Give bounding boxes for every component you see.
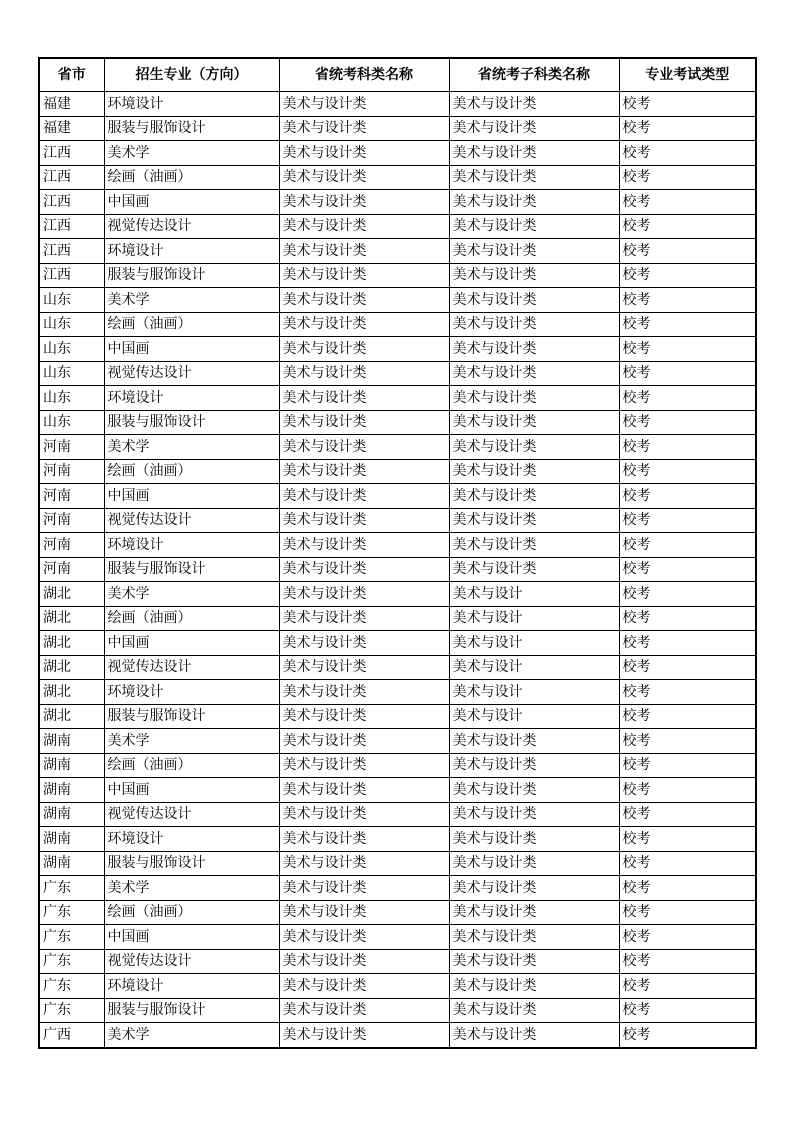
cell-exam-subcategory: 美术与设计类 <box>449 753 619 778</box>
cell-province: 河南 <box>39 484 104 509</box>
cell-province: 山东 <box>39 386 104 411</box>
cell-exam-category: 美术与设计类 <box>279 827 449 852</box>
header-exam-type: 专业考试类型 <box>619 58 756 92</box>
cell-province: 广东 <box>39 974 104 999</box>
cell-province: 江西 <box>39 214 104 239</box>
table-row <box>39 680 756 705</box>
cell-exam-type: 校考 <box>619 606 756 631</box>
cell-major: 视觉传达设计 <box>104 361 279 386</box>
cell-exam-category: 美术与设计类 <box>279 753 449 778</box>
cell-exam-subcategory: 美术与设计 <box>449 680 619 705</box>
table-row <box>39 974 756 999</box>
table-row <box>39 704 756 729</box>
cell-exam-category: 美术与设计类 <box>279 680 449 705</box>
cell-exam-type: 校考 <box>619 410 756 435</box>
cell-province: 湖北 <box>39 582 104 607</box>
cell-exam-type: 校考 <box>619 998 756 1023</box>
cell-exam-category: 美术与设计类 <box>279 337 449 362</box>
cell-exam-type: 校考 <box>619 508 756 533</box>
cell-exam-type: 校考 <box>619 655 756 680</box>
cell-exam-subcategory: 美术与设计类 <box>449 484 619 509</box>
cell-exam-subcategory: 美术与设计类 <box>449 925 619 950</box>
table-row <box>39 1023 756 1048</box>
cell-major: 美术学 <box>104 876 279 901</box>
cell-exam-category: 美术与设计类 <box>279 214 449 239</box>
cell-exam-type: 校考 <box>619 925 756 950</box>
cell-exam-subcategory: 美术与设计 <box>449 582 619 607</box>
cell-exam-type: 校考 <box>619 802 756 827</box>
cell-exam-type: 校考 <box>619 141 756 166</box>
cell-major: 中国画 <box>104 925 279 950</box>
cell-major: 绘画（油画） <box>104 459 279 484</box>
cell-exam-category: 美术与设计类 <box>279 116 449 141</box>
table-row <box>39 557 756 582</box>
cell-province: 湖南 <box>39 802 104 827</box>
cell-exam-type: 校考 <box>619 263 756 288</box>
table-row <box>39 582 756 607</box>
cell-exam-type: 校考 <box>619 386 756 411</box>
cell-major: 美术学 <box>104 729 279 754</box>
cell-major: 服装与服饰设计 <box>104 116 279 141</box>
cell-exam-type: 校考 <box>619 214 756 239</box>
cell-exam-type: 校考 <box>619 533 756 558</box>
cell-exam-subcategory: 美术与设计 <box>449 606 619 631</box>
cell-major: 视觉传达设计 <box>104 655 279 680</box>
cell-exam-category: 美术与设计类 <box>279 925 449 950</box>
table-row <box>39 802 756 827</box>
cell-exam-subcategory: 美术与设计类 <box>449 410 619 435</box>
table-row <box>39 753 756 778</box>
cell-exam-subcategory: 美术与设计 <box>449 704 619 729</box>
cell-exam-type: 校考 <box>619 484 756 509</box>
cell-exam-category: 美术与设计类 <box>279 582 449 607</box>
table-row <box>39 655 756 680</box>
cell-exam-type: 校考 <box>619 239 756 264</box>
cell-major: 美术学 <box>104 288 279 313</box>
cell-exam-subcategory: 美术与设计类 <box>449 802 619 827</box>
cell-major: 服装与服饰设计 <box>104 704 279 729</box>
cell-province: 江西 <box>39 141 104 166</box>
table-row <box>39 190 756 215</box>
cell-province: 福建 <box>39 116 104 141</box>
cell-exam-type: 校考 <box>619 631 756 656</box>
cell-province: 江西 <box>39 190 104 215</box>
cell-major: 中国画 <box>104 337 279 362</box>
cell-exam-category: 美术与设计类 <box>279 288 449 313</box>
cell-exam-category: 美术与设计类 <box>279 239 449 264</box>
cell-exam-category: 美术与设计类 <box>279 92 449 117</box>
header-province: 省市 <box>39 58 104 92</box>
cell-exam-type: 校考 <box>619 753 756 778</box>
cell-major: 美术学 <box>104 582 279 607</box>
cell-exam-subcategory: 美术与设计类 <box>449 263 619 288</box>
cell-exam-category: 美术与设计类 <box>279 900 449 925</box>
cell-province: 广东 <box>39 949 104 974</box>
table-row <box>39 508 756 533</box>
header-exam-subcategory: 省统考子科类名称 <box>449 58 619 92</box>
cell-major: 绘画（油画） <box>104 753 279 778</box>
cell-province: 江西 <box>39 263 104 288</box>
cell-province: 湖南 <box>39 753 104 778</box>
cell-exam-subcategory: 美术与设计类 <box>449 508 619 533</box>
cell-major: 视觉传达设计 <box>104 508 279 533</box>
table-row <box>39 116 756 141</box>
cell-exam-category: 美术与设计类 <box>279 876 449 901</box>
cell-major: 环境设计 <box>104 827 279 852</box>
table-row <box>39 484 756 509</box>
cell-major: 美术学 <box>104 435 279 460</box>
cell-exam-type: 校考 <box>619 116 756 141</box>
cell-province: 河南 <box>39 435 104 460</box>
cell-exam-type: 校考 <box>619 312 756 337</box>
table-row <box>39 386 756 411</box>
cell-exam-type: 校考 <box>619 435 756 460</box>
cell-exam-type: 校考 <box>619 557 756 582</box>
table-row <box>39 533 756 558</box>
cell-province: 广东 <box>39 876 104 901</box>
cell-major: 绘画（油画） <box>104 900 279 925</box>
table-row <box>39 239 756 264</box>
cell-major: 环境设计 <box>104 386 279 411</box>
cell-exam-category: 美术与设计类 <box>279 778 449 803</box>
cell-exam-subcategory: 美术与设计类 <box>449 876 619 901</box>
cell-exam-category: 美术与设计类 <box>279 802 449 827</box>
cell-exam-subcategory: 美术与设计类 <box>449 900 619 925</box>
cell-province: 湖北 <box>39 631 104 656</box>
table-row <box>39 876 756 901</box>
cell-exam-subcategory: 美术与设计类 <box>449 435 619 460</box>
cell-major: 服装与服饰设计 <box>104 557 279 582</box>
cell-exam-type: 校考 <box>619 190 756 215</box>
cell-major: 美术学 <box>104 141 279 166</box>
table-row <box>39 361 756 386</box>
table-row <box>39 141 756 166</box>
cell-exam-type: 校考 <box>619 582 756 607</box>
table-row <box>39 851 756 876</box>
cell-major: 视觉传达设计 <box>104 214 279 239</box>
cell-exam-category: 美术与设计类 <box>279 998 449 1023</box>
cell-exam-category: 美术与设计类 <box>279 190 449 215</box>
cell-exam-subcategory: 美术与设计类 <box>449 851 619 876</box>
cell-exam-category: 美术与设计类 <box>279 386 449 411</box>
cell-exam-subcategory: 美术与设计类 <box>449 214 619 239</box>
cell-exam-category: 美术与设计类 <box>279 974 449 999</box>
cell-province: 湖南 <box>39 851 104 876</box>
cell-province: 山东 <box>39 312 104 337</box>
cell-exam-type: 校考 <box>619 92 756 117</box>
cell-province: 湖北 <box>39 704 104 729</box>
cell-exam-subcategory: 美术与设计类 <box>449 288 619 313</box>
cell-exam-type: 校考 <box>619 827 756 852</box>
table-header <box>39 58 756 92</box>
table-row <box>39 165 756 190</box>
cell-major: 服装与服饰设计 <box>104 851 279 876</box>
cell-exam-type: 校考 <box>619 729 756 754</box>
cell-major: 环境设计 <box>104 239 279 264</box>
cell-province: 湖北 <box>39 606 104 631</box>
cell-exam-subcategory: 美术与设计类 <box>449 92 619 117</box>
cell-province: 山东 <box>39 288 104 313</box>
cell-province: 广西 <box>39 1023 104 1048</box>
table-row <box>39 900 756 925</box>
cell-major: 视觉传达设计 <box>104 802 279 827</box>
cell-exam-type: 校考 <box>619 851 756 876</box>
cell-province: 湖南 <box>39 778 104 803</box>
cell-major: 中国画 <box>104 190 279 215</box>
table-row <box>39 998 756 1023</box>
cell-exam-type: 校考 <box>619 680 756 705</box>
cell-major: 视觉传达设计 <box>104 949 279 974</box>
cell-exam-category: 美术与设计类 <box>279 508 449 533</box>
table-row <box>39 92 756 117</box>
cell-exam-category: 美术与设计类 <box>279 655 449 680</box>
cell-province: 山东 <box>39 361 104 386</box>
cell-exam-type: 校考 <box>619 288 756 313</box>
cell-exam-type: 校考 <box>619 949 756 974</box>
cell-major: 中国画 <box>104 778 279 803</box>
cell-province: 湖北 <box>39 655 104 680</box>
cell-exam-subcategory: 美术与设计 <box>449 655 619 680</box>
table-row <box>39 288 756 313</box>
cell-exam-category: 美术与设计类 <box>279 141 449 166</box>
cell-province: 广东 <box>39 900 104 925</box>
cell-exam-subcategory: 美术与设计 <box>449 631 619 656</box>
cell-exam-category: 美术与设计类 <box>279 949 449 974</box>
cell-exam-subcategory: 美术与设计类 <box>449 116 619 141</box>
table-row <box>39 949 756 974</box>
cell-exam-category: 美术与设计类 <box>279 459 449 484</box>
cell-province: 湖南 <box>39 729 104 754</box>
admissions-table <box>38 57 757 1049</box>
table-row <box>39 606 756 631</box>
cell-exam-subcategory: 美术与设计类 <box>449 949 619 974</box>
table-row <box>39 410 756 435</box>
cell-exam-category: 美术与设计类 <box>279 1023 449 1048</box>
cell-exam-subcategory: 美术与设计类 <box>449 141 619 166</box>
cell-exam-category: 美术与设计类 <box>279 361 449 386</box>
cell-province: 湖南 <box>39 827 104 852</box>
cell-province: 福建 <box>39 92 104 117</box>
cell-exam-type: 校考 <box>619 900 756 925</box>
cell-province: 山东 <box>39 337 104 362</box>
cell-major: 绘画（油画） <box>104 312 279 337</box>
cell-exam-subcategory: 美术与设计类 <box>449 165 619 190</box>
cell-exam-subcategory: 美术与设计类 <box>449 557 619 582</box>
header-exam-category: 省统考科类名称 <box>279 58 449 92</box>
cell-exam-category: 美术与设计类 <box>279 165 449 190</box>
cell-province: 河南 <box>39 508 104 533</box>
cell-exam-subcategory: 美术与设计类 <box>449 459 619 484</box>
cell-exam-category: 美术与设计类 <box>279 312 449 337</box>
table-row <box>39 925 756 950</box>
cell-exam-type: 校考 <box>619 704 756 729</box>
cell-exam-category: 美术与设计类 <box>279 484 449 509</box>
cell-exam-category: 美术与设计类 <box>279 704 449 729</box>
cell-exam-subcategory: 美术与设计类 <box>449 337 619 362</box>
table-row <box>39 827 756 852</box>
cell-exam-subcategory: 美术与设计类 <box>449 729 619 754</box>
cell-exam-type: 校考 <box>619 1023 756 1048</box>
cell-exam-category: 美术与设计类 <box>279 435 449 460</box>
cell-major: 绘画（油画） <box>104 606 279 631</box>
table-row <box>39 263 756 288</box>
cell-major: 环境设计 <box>104 533 279 558</box>
table-body <box>39 92 756 1048</box>
cell-province: 广东 <box>39 925 104 950</box>
header-row <box>39 58 756 92</box>
cell-exam-type: 校考 <box>619 459 756 484</box>
cell-exam-subcategory: 美术与设计类 <box>449 778 619 803</box>
table-row <box>39 312 756 337</box>
cell-major: 服装与服饰设计 <box>104 998 279 1023</box>
cell-exam-type: 校考 <box>619 165 756 190</box>
cell-exam-type: 校考 <box>619 974 756 999</box>
cell-exam-category: 美术与设计类 <box>279 606 449 631</box>
header-major: 招生专业（方向） <box>104 58 279 92</box>
cell-province: 广东 <box>39 998 104 1023</box>
cell-major: 环境设计 <box>104 974 279 999</box>
cell-province: 湖北 <box>39 680 104 705</box>
cell-exam-subcategory: 美术与设计类 <box>449 533 619 558</box>
cell-major: 美术学 <box>104 1023 279 1048</box>
table-row <box>39 459 756 484</box>
cell-major: 环境设计 <box>104 92 279 117</box>
cell-exam-category: 美术与设计类 <box>279 410 449 435</box>
table-row <box>39 214 756 239</box>
table-row <box>39 631 756 656</box>
cell-province: 河南 <box>39 459 104 484</box>
table-row <box>39 778 756 803</box>
cell-exam-subcategory: 美术与设计类 <box>449 386 619 411</box>
cell-exam-type: 校考 <box>619 876 756 901</box>
cell-province: 江西 <box>39 165 104 190</box>
cell-province: 山东 <box>39 410 104 435</box>
table-row <box>39 337 756 362</box>
cell-major: 服装与服饰设计 <box>104 263 279 288</box>
table-row <box>39 435 756 460</box>
table-row <box>39 729 756 754</box>
cell-exam-category: 美术与设计类 <box>279 729 449 754</box>
cell-province: 河南 <box>39 557 104 582</box>
cell-exam-subcategory: 美术与设计类 <box>449 239 619 264</box>
cell-exam-type: 校考 <box>619 778 756 803</box>
cell-exam-subcategory: 美术与设计类 <box>449 998 619 1023</box>
cell-major: 绘画（油画） <box>104 165 279 190</box>
cell-major: 中国画 <box>104 484 279 509</box>
cell-major: 中国画 <box>104 631 279 656</box>
cell-exam-subcategory: 美术与设计类 <box>449 827 619 852</box>
cell-exam-category: 美术与设计类 <box>279 851 449 876</box>
cell-major: 环境设计 <box>104 680 279 705</box>
cell-exam-type: 校考 <box>619 337 756 362</box>
cell-exam-subcategory: 美术与设计类 <box>449 974 619 999</box>
cell-exam-category: 美术与设计类 <box>279 263 449 288</box>
cell-exam-subcategory: 美术与设计类 <box>449 1023 619 1048</box>
cell-major: 服装与服饰设计 <box>104 410 279 435</box>
cell-exam-type: 校考 <box>619 361 756 386</box>
cell-exam-category: 美术与设计类 <box>279 557 449 582</box>
cell-exam-subcategory: 美术与设计类 <box>449 312 619 337</box>
cell-exam-subcategory: 美术与设计类 <box>449 361 619 386</box>
cell-province: 河南 <box>39 533 104 558</box>
cell-exam-subcategory: 美术与设计类 <box>449 190 619 215</box>
cell-exam-category: 美术与设计类 <box>279 631 449 656</box>
cell-exam-category: 美术与设计类 <box>279 533 449 558</box>
cell-province: 江西 <box>39 239 104 264</box>
